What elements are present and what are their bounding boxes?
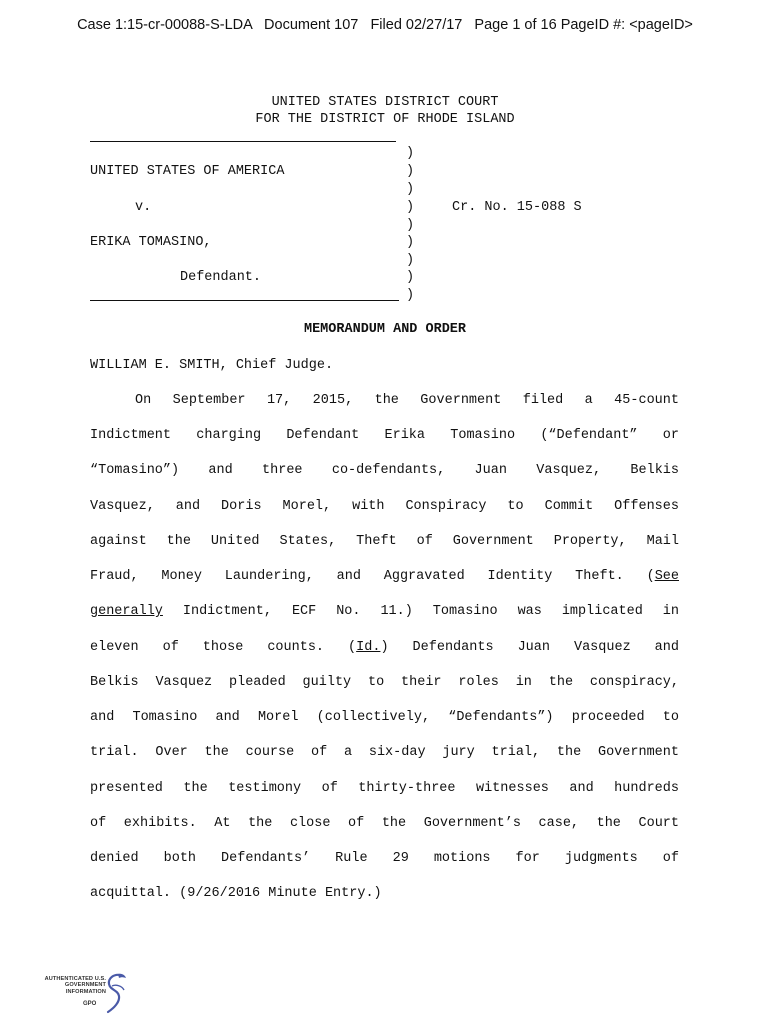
caption-versus: v. bbox=[135, 200, 152, 215]
citation-signal: Id. bbox=[356, 640, 381, 655]
caption-paren: ) bbox=[406, 288, 415, 303]
body-line: eleven of those counts. (Id.) Defendants Juan Vasquez and bbox=[90, 640, 679, 655]
body-line: Fraud, Money Laundering, and Aggravated Identity Theft. (See bbox=[90, 569, 679, 584]
gpo-authentication-seal bbox=[44, 972, 130, 1016]
court-district: FOR THE DISTRICT OF RHODE ISLAND bbox=[255, 112, 515, 127]
caption-paren: ) bbox=[406, 164, 415, 179]
body-line: Belkis Vasquez pleaded guilty to their roles in the conspiracy, bbox=[90, 675, 679, 690]
eagle-icon bbox=[98, 972, 128, 1016]
body-line: of exhibits. At the close of the Government’s case, the Court bbox=[90, 816, 679, 831]
caption-paren: ) bbox=[406, 235, 415, 250]
body-line: against the United States, Theft of Government Property, Mail bbox=[90, 534, 679, 549]
caption-paren: ) bbox=[406, 200, 415, 215]
body-line: acquittal. (9/26/2016 Minute Entry.) bbox=[90, 886, 382, 901]
body-line: generally Indictment, ECF No. 11.) Tomasino was implicated in bbox=[90, 604, 679, 619]
caption-defendant: ERIKA TOMASINO, bbox=[90, 235, 212, 250]
citation-signal: generally bbox=[90, 604, 163, 619]
seal-gpo: GPO bbox=[83, 1001, 97, 1007]
caption-paren: ) bbox=[406, 218, 415, 233]
body-line: Indictment charging Defendant Erika Tomasino (“Defendant” or bbox=[90, 428, 679, 443]
court-name: UNITED STATES DISTRICT COURT bbox=[271, 95, 499, 110]
body-line: On September 17, 2015, the Government filed a 45-count bbox=[135, 393, 679, 408]
document-title: MEMORANDUM AND ORDER bbox=[303, 322, 467, 337]
body-line: presented the testimony of thirty-three witnesses and hundreds bbox=[90, 781, 679, 796]
body-line: Vasquez, and Doris Morel, with Conspiracy to Commit Offenses bbox=[90, 499, 679, 514]
body-line: “Tomasino”) and three co-defendants, Juan Vasquez, Belkis bbox=[90, 463, 679, 478]
caption-defendant-role: Defendant. bbox=[180, 270, 262, 285]
page-header: Case 1:15-cr-00088-S-LDA Document 107 Filed 02/27/17 Page 1 of 16 PageID #: <pageID> bbox=[77, 17, 693, 33]
case-number: Cr. No. 15-088 S bbox=[452, 200, 582, 215]
caption-bottom-rule bbox=[90, 300, 399, 301]
caption-paren: ) bbox=[406, 253, 415, 268]
caption-top-rule bbox=[90, 141, 396, 142]
caption-paren: ) bbox=[406, 146, 415, 161]
body-line: trial. Over the course of a six-day jury trial, the Government bbox=[90, 745, 679, 760]
seal-text: AUTHENTICATED U.S. GOVERNMENT INFORMATION bbox=[44, 976, 106, 995]
citation-signal: See bbox=[654, 569, 679, 584]
body-line: and Tomasino and Morel (collectively, “Defendants”) proceeded to bbox=[90, 710, 679, 725]
caption-plaintiff: UNITED STATES OF AMERICA bbox=[90, 164, 285, 179]
caption-paren: ) bbox=[406, 270, 415, 285]
body-line: denied both Defendants’ Rule 29 motions for judgments of bbox=[90, 851, 679, 866]
caption-paren: ) bbox=[406, 182, 415, 197]
judge-line: WILLIAM E. SMITH, Chief Judge. bbox=[90, 358, 334, 373]
